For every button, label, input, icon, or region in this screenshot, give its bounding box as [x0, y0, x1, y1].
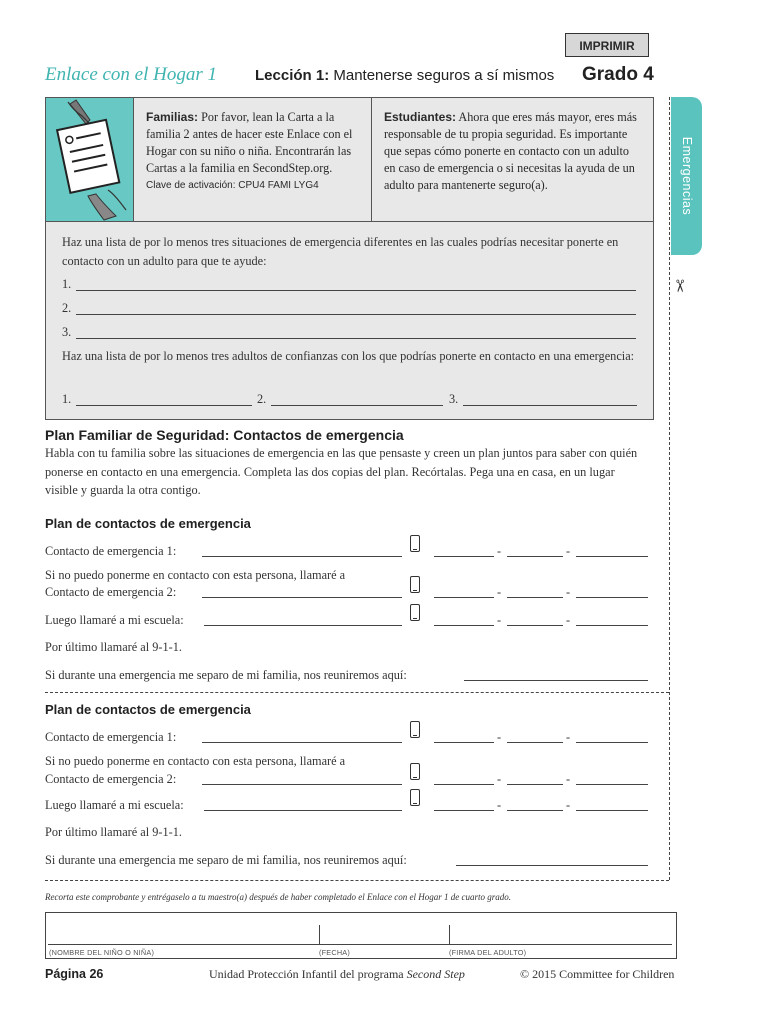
phone-icon	[410, 535, 420, 552]
plan1-phone1-prefix[interactable]	[507, 556, 563, 557]
families-cell	[133, 98, 372, 221]
plan-section-intro: Habla con tu familia sobre las situaciones de emergencia en las que pensaste y creen un plan juntos para saber con quién ponerse en contacto en una emergencia. Completa las dos copias del plan. Recórtalas. Pega una en casa, en un lugar visible y guarda la otra contigo.	[45, 446, 638, 497]
plan1-last-label: Por último llamaré al 9-1-1.	[45, 640, 182, 654]
plan1-phone2-area[interactable]	[434, 597, 494, 598]
phone-dash: -	[566, 613, 571, 627]
list1-item-2-label: 2.	[62, 301, 72, 315]
phone-dash: -	[566, 772, 571, 786]
phone-dash: -	[566, 544, 571, 558]
students-text: Ahora que eres más mayor, eres más responsable de tu propia seguridad. Es importante que sepas cómo ponerte en contacto con un adulto en caso de emergencia o si necesitas la ayuda de un adulto para mantenerte seguro(a).	[384, 110, 637, 192]
signature-label: (FIRMA DEL ADULTO)	[449, 948, 527, 957]
list1-item-3-label: 3.	[62, 325, 72, 339]
cut-note: Recorta este comprobante y entrégaselo a tu maestro(a) después de haber completado el Enlace con el Hogar 1 de cuarto grado.	[45, 892, 511, 902]
plan2-phone3-line[interactable]	[576, 810, 648, 811]
horizontal-cut-line	[45, 692, 669, 693]
copyright: © 2015 Committee for Children	[520, 967, 675, 981]
illustration-panel	[46, 98, 133, 221]
child-name-input[interactable]	[48, 915, 316, 944]
plan2-title: Plan de contactos de emergencia	[45, 702, 251, 717]
plan1-phone2-line[interactable]	[576, 597, 648, 598]
list2-item-3-input[interactable]	[463, 405, 637, 406]
activation-code: Clave de activación: CPU4 FAMI LYG4	[146, 180, 319, 191]
families-text: Por favor, lean la Carta a la familia 2 antes de hacer este Enlace con el Hogar con su niño o niña. Encontrarán las Cartas a la familia en SecondStep.org.	[146, 110, 353, 175]
plan2-contact1-input[interactable]	[202, 742, 402, 743]
plan2-school-label: Luego llamaré a mi escuela:	[45, 798, 184, 812]
phone-dash: -	[497, 730, 502, 744]
plan1-contact2-input[interactable]	[202, 597, 402, 598]
grade-label: Grado 4	[582, 64, 654, 85]
plan2-phone1-area[interactable]	[434, 742, 494, 743]
plan1-phone3-prefix[interactable]	[507, 625, 563, 626]
plan2-contact2-label: Contacto de emergencia 2:	[45, 772, 177, 786]
lesson-label: Lección 1:	[255, 67, 330, 84]
plan1-phone2-prefix[interactable]	[507, 597, 563, 598]
child-name-label: (NOMBRE DEL NIÑO O NIÑA)	[49, 948, 155, 957]
plan2-phone2-line[interactable]	[576, 784, 648, 785]
phone-dash: -	[497, 798, 502, 812]
date-label: (FECHA)	[319, 948, 350, 957]
emergencias-tab	[671, 97, 702, 255]
phone-dash: -	[497, 613, 502, 627]
list1-item-1-input[interactable]	[76, 290, 636, 291]
plan2-meet-input[interactable]	[456, 865, 648, 866]
plan2-if-not-label: Si no puedo ponerme en contacto con esta persona, llamaré a	[45, 754, 346, 768]
phone-dash: -	[497, 544, 502, 558]
scissors-icon: ✂	[670, 278, 690, 294]
phone-icon	[410, 576, 420, 593]
plan1-contact2-label: Contacto de emergencia 2:	[45, 585, 177, 599]
phone-icon	[410, 789, 420, 806]
plan2-contact1-label: Contacto de emergencia 1:	[45, 730, 177, 744]
list1-item-2-input[interactable]	[76, 314, 636, 315]
plan1-title: Plan de contactos de emergencia	[45, 516, 251, 531]
list1-prompt: Haz una lista de por lo menos tres situaciones de emergencia diferentes en las cuales podrías necesitar ponerte en contacto con un adulto para que te ayude:	[62, 235, 619, 268]
plan2-meet-label: Si durante una emergencia me separo de mi familia, nos reuniremos aquí:	[45, 853, 407, 867]
phone-icon	[410, 604, 420, 621]
plan2-school-input[interactable]	[204, 810, 402, 811]
date-input[interactable]	[322, 915, 446, 944]
receipt-box	[45, 912, 677, 959]
phone-icon	[410, 721, 420, 738]
plan2-contact2-input[interactable]	[202, 784, 402, 785]
plan2-phone3-area[interactable]	[434, 810, 494, 811]
phone-dash: -	[566, 585, 571, 599]
program-credit	[209, 967, 465, 982]
plan1-meet-label: Si durante una emergencia me separo de mi familia, nos reuniremos aquí:	[45, 668, 407, 682]
plan1-phone3-area[interactable]	[434, 625, 494, 626]
bottom-cut-line	[45, 880, 669, 881]
home-link-title: Enlace con el Hogar 1	[45, 64, 218, 85]
phone-icon	[410, 763, 420, 780]
phone-dash: -	[497, 585, 502, 599]
plan1-school-input[interactable]	[204, 625, 402, 626]
phone-dash: -	[566, 798, 571, 812]
plan1-phone3-line[interactable]	[576, 625, 648, 626]
plan1-meet-input[interactable]	[464, 680, 648, 681]
plan1-school-label: Luego llamaré a mi escuela:	[45, 613, 184, 627]
signature-input[interactable]	[452, 915, 672, 944]
program-name: Second Step	[406, 967, 465, 981]
activity-box	[45, 97, 654, 420]
vertical-cut-line	[669, 97, 670, 880]
list1-item-3-input[interactable]	[76, 338, 636, 339]
print-button[interactable]: IMPRIMIR	[565, 33, 649, 57]
plan-section-title: Plan Familiar de Seguridad: Contactos de emergencia	[45, 427, 404, 443]
phone-dash: -	[497, 772, 502, 786]
plan2-last-label: Por último llamaré al 9-1-1.	[45, 825, 182, 839]
receipt-line	[48, 944, 672, 945]
list2-item-1-label: 1.	[62, 392, 72, 406]
plan2-phone2-prefix[interactable]	[507, 784, 563, 785]
side-tab-label: Emergencias	[679, 136, 694, 216]
list2-item-2-input[interactable]	[271, 405, 443, 406]
plan1-phone1-line[interactable]	[576, 556, 648, 557]
families-label: Familias:	[146, 110, 199, 124]
plan2-phone1-line[interactable]	[576, 742, 648, 743]
students-label: Estudiantes:	[384, 110, 457, 124]
plan1-if-not-label: Si no puedo ponerme en contacto con esta persona, llamaré a	[45, 568, 346, 582]
list2-item-3-label: 3.	[449, 392, 459, 406]
phone-dash: -	[566, 730, 571, 744]
list2-item-2-label: 2.	[257, 392, 267, 406]
students-cell	[372, 98, 653, 221]
lesson-heading	[255, 67, 554, 84]
list2-item-1-input[interactable]	[76, 405, 252, 406]
plan1-contact1-label: Contacto de emergencia 1:	[45, 544, 177, 558]
lesson-title: Mantenerse seguros a sí mismos	[333, 67, 555, 84]
plan2-phone3-prefix[interactable]	[507, 810, 563, 811]
plan1-phone1-area[interactable]	[434, 556, 494, 557]
plan2-phone2-area[interactable]	[434, 784, 494, 785]
document-hands-icon	[46, 98, 133, 221]
page-number: Página 26	[45, 967, 104, 981]
list1-item-1-label: 1.	[62, 277, 72, 291]
program-prefix: Unidad Protección Infantil del programa	[209, 967, 404, 981]
list2-prompt: Haz una lista de por lo menos tres adultos de confianzas con los que podrías ponerte en contacto en una emergencia:	[62, 349, 635, 363]
plan1-contact1-input[interactable]	[202, 556, 402, 557]
plan2-phone1-prefix[interactable]	[507, 742, 563, 743]
